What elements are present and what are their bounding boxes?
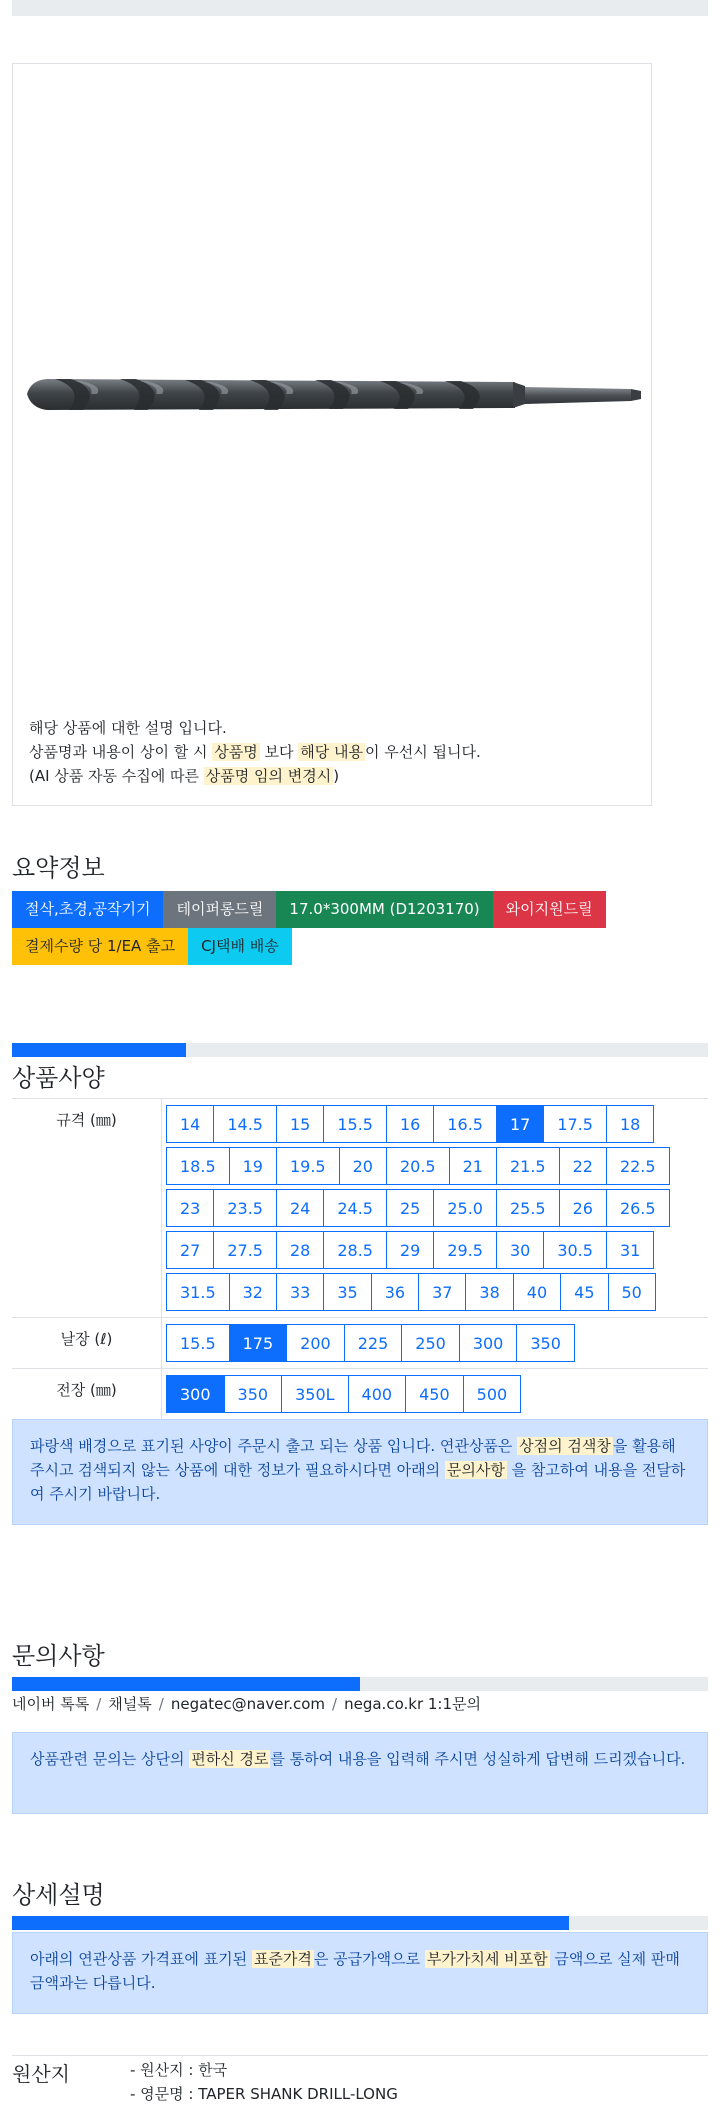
spec-option[interactable]: 27.5 (213, 1231, 277, 1269)
product-image-box (12, 63, 652, 806)
spec-option[interactable]: 19.5 (276, 1147, 340, 1185)
highlight-standard-price: 표준가격 (253, 1950, 312, 1968)
contact-link[interactable]: 네이버 톡톡 (12, 1695, 90, 1713)
spec-option[interactable]: 22 (559, 1147, 607, 1185)
spec-option-selected[interactable]: 300 (166, 1375, 225, 1413)
summary-badge: 테이퍼롱드릴 (163, 891, 276, 928)
spec-option[interactable]: 31.5 (166, 1273, 230, 1311)
highlight-content: 해당 내용 (300, 743, 363, 761)
spec-option[interactable]: 40 (513, 1273, 561, 1311)
spec-option[interactable]: 24.5 (323, 1189, 387, 1227)
contact-link[interactable]: 채널톡 (108, 1695, 152, 1713)
origin-item: - 원산지 : 한국 (130, 2061, 228, 2079)
spec-option[interactable]: 35 (323, 1273, 371, 1311)
spec-option[interactable]: 14 (166, 1105, 214, 1143)
spec-label: 전장 (㎜) (12, 1369, 162, 1419)
spec-option[interactable]: 37 (418, 1273, 466, 1311)
spec-option[interactable]: 350 (516, 1324, 575, 1362)
spec-option[interactable]: 500 (463, 1375, 522, 1413)
spec-option[interactable]: 15.5 (166, 1324, 230, 1362)
spec-option-line (166, 1231, 708, 1269)
spec-option[interactable]: 26 (559, 1189, 607, 1227)
spec-option[interactable]: 29.5 (433, 1231, 497, 1269)
detail-title: 상세설명 (12, 1881, 105, 1909)
spec-option[interactable]: 38 (465, 1273, 513, 1311)
spec-row (12, 1369, 708, 1420)
highlight-product-name: 상품명 (214, 743, 258, 761)
spec-option[interactable]: 350L (281, 1375, 348, 1413)
summary-badge: 절삭,초경,공작기기 (12, 891, 163, 928)
origin-divider (12, 2055, 708, 2056)
spec-title: 상품사양 (12, 1064, 105, 1092)
desc-line-2: 상품명과 내용이 상이 할 시 상품명 보다 해당 내용 이 우선시 됩니다. (29, 743, 481, 761)
drill-image (25, 364, 645, 424)
spec-option[interactable]: 18 (606, 1105, 654, 1143)
spec-option[interactable]: 50 (608, 1273, 656, 1311)
highlight-vat-excluded: 부가가치세 비포함 (426, 1950, 548, 1968)
spec-option-line (166, 1273, 708, 1311)
desc-line-1: 해당 상품에 대한 설명 입니다. (29, 719, 227, 737)
detail-progress-bar (12, 1916, 708, 1930)
summary-badge: 결제수량 당 1/EA 출고 (12, 928, 188, 965)
inquiry-notice: 상품관련 문의는 상단의 편하신 경로 를 통하여 내용을 입력해 주시면 성실하게 답변해 드리겠습니다. (12, 1732, 708, 1814)
contact-link[interactable]: negatec@naver.com (170, 1695, 326, 1713)
spec-option[interactable]: 27 (166, 1231, 214, 1269)
summary-badges-row-1 (12, 891, 606, 928)
spec-option[interactable]: 31 (606, 1231, 654, 1269)
spec-option-line (166, 1105, 708, 1143)
origin-list (130, 2058, 398, 2106)
spec-option[interactable]: 30.5 (543, 1231, 607, 1269)
spec-options (162, 1099, 708, 1317)
spec-option-selected[interactable]: 17 (496, 1105, 544, 1143)
detail-notice: 아래의 연관상품 가격표에 표기된 표준가격 은 공급가액으로 부가가치세 비포함 금액으로 실제 판매금액과는 다릅니다. (12, 1932, 708, 2014)
highlight-search-box: 상점의 검색창 (519, 1437, 611, 1455)
spec-option[interactable]: 16.5 (433, 1105, 497, 1143)
spec-option[interactable]: 350 (224, 1375, 283, 1413)
highlight-inquiry: 문의사항 (446, 1461, 505, 1479)
breadcrumb-separator: / (332, 1695, 338, 1713)
spec-option[interactable]: 32 (229, 1273, 277, 1311)
inquiry-progress-fill (12, 1677, 360, 1691)
spec-option[interactable]: 19 (229, 1147, 277, 1185)
spec-label: 날장 (ℓ) (12, 1318, 162, 1368)
spec-option[interactable]: 250 (401, 1324, 460, 1362)
spec-option[interactable]: 33 (276, 1273, 324, 1311)
spec-option[interactable]: 26.5 (606, 1189, 670, 1227)
spec-option[interactable]: 28 (276, 1231, 324, 1269)
spec-option[interactable]: 15 (276, 1105, 324, 1143)
origin-title: 원산지 (12, 2062, 70, 2086)
spec-label: 규격 (㎜) (12, 1099, 162, 1317)
breadcrumb-separator: / (96, 1695, 102, 1713)
spec-option[interactable]: 16 (386, 1105, 434, 1143)
spec-option[interactable]: 23.5 (213, 1189, 277, 1227)
spec-option[interactable]: 36 (371, 1273, 419, 1311)
spec-options (162, 1318, 708, 1368)
spec-options (162, 1369, 708, 1419)
spec-option-line (166, 1375, 708, 1413)
spec-notice: 파랑색 배경으로 표기된 사양이 주문시 출고 되는 상품 입니다. 연관상품은 상점의 검색창 을 활용해 주시고 검색되지 않는 상품에 대한 정보가 필요하시다면 아래의 문의사항 을 참고하여 내용을 전달하여 주시기 바랍니다. (12, 1419, 708, 1525)
spec-option[interactable]: 20 (339, 1147, 387, 1185)
spec-option[interactable]: 21 (449, 1147, 497, 1185)
spec-option[interactable]: 14.5 (213, 1105, 277, 1143)
summary-badges-row-2 (12, 928, 292, 965)
spec-option[interactable]: 18.5 (166, 1147, 230, 1185)
spec-option[interactable]: 25 (386, 1189, 434, 1227)
spec-progress-bar (12, 1043, 708, 1057)
product-description (29, 716, 481, 788)
spec-option[interactable]: 25.0 (433, 1189, 497, 1227)
highlight-name-change: 상품명 임의 변경시 (205, 767, 332, 785)
spec-option[interactable]: 45 (560, 1273, 608, 1311)
spec-option[interactable]: 21.5 (496, 1147, 560, 1185)
spec-option[interactable]: 300 (459, 1324, 518, 1362)
summary-badge: 17.0*300MM (D1203170) (276, 891, 492, 928)
summary-title: 요약정보 (12, 854, 105, 882)
spec-option[interactable]: 17.5 (543, 1105, 607, 1143)
spec-option[interactable]: 23 (166, 1189, 214, 1227)
summary-badge: CJ택배 배송 (188, 928, 292, 965)
spec-option-selected[interactable]: 175 (229, 1324, 288, 1362)
highlight-convenient-route: 편하신 경로 (191, 1750, 269, 1768)
contact-link[interactable]: nega.co.kr 1:1문의 (344, 1695, 481, 1713)
summary-badge: 와이지원드릴 (493, 891, 606, 928)
spec-option-line (166, 1189, 708, 1227)
spec-option[interactable]: 22.5 (606, 1147, 670, 1185)
spec-row (12, 1099, 708, 1318)
spec-option[interactable]: 30 (496, 1231, 544, 1269)
spec-option[interactable]: 25.5 (496, 1189, 560, 1227)
desc-line-3: (AI 상품 자동 수집에 따른 상품명 임의 변경시 ) (29, 767, 340, 785)
spec-option[interactable]: 29 (386, 1231, 434, 1269)
inquiry-progress-bar (12, 1677, 708, 1691)
inquiry-title: 문의사항 (12, 1642, 105, 1670)
breadcrumb-separator: / (158, 1695, 164, 1713)
origin-item: - 영문명 : TAPER SHANK DRILL-LONG (130, 2085, 398, 2103)
spec-table (12, 1098, 708, 1420)
spec-option[interactable]: 20.5 (386, 1147, 450, 1185)
spec-option-line (166, 1147, 708, 1185)
top-bar (12, 0, 708, 16)
spec-option[interactable]: 200 (286, 1324, 345, 1362)
spec-row (12, 1318, 708, 1369)
detail-progress-fill (12, 1916, 569, 1930)
spec-option[interactable]: 400 (348, 1375, 407, 1413)
spec-option[interactable]: 225 (344, 1324, 403, 1362)
spec-option[interactable]: 15.5 (323, 1105, 387, 1143)
contact-breadcrumb (12, 1693, 481, 1714)
spec-option[interactable]: 450 (405, 1375, 464, 1413)
spec-option[interactable]: 24 (276, 1189, 324, 1227)
spec-progress-fill (12, 1043, 186, 1057)
spec-option-line (166, 1324, 708, 1362)
spec-option[interactable]: 28.5 (323, 1231, 387, 1269)
